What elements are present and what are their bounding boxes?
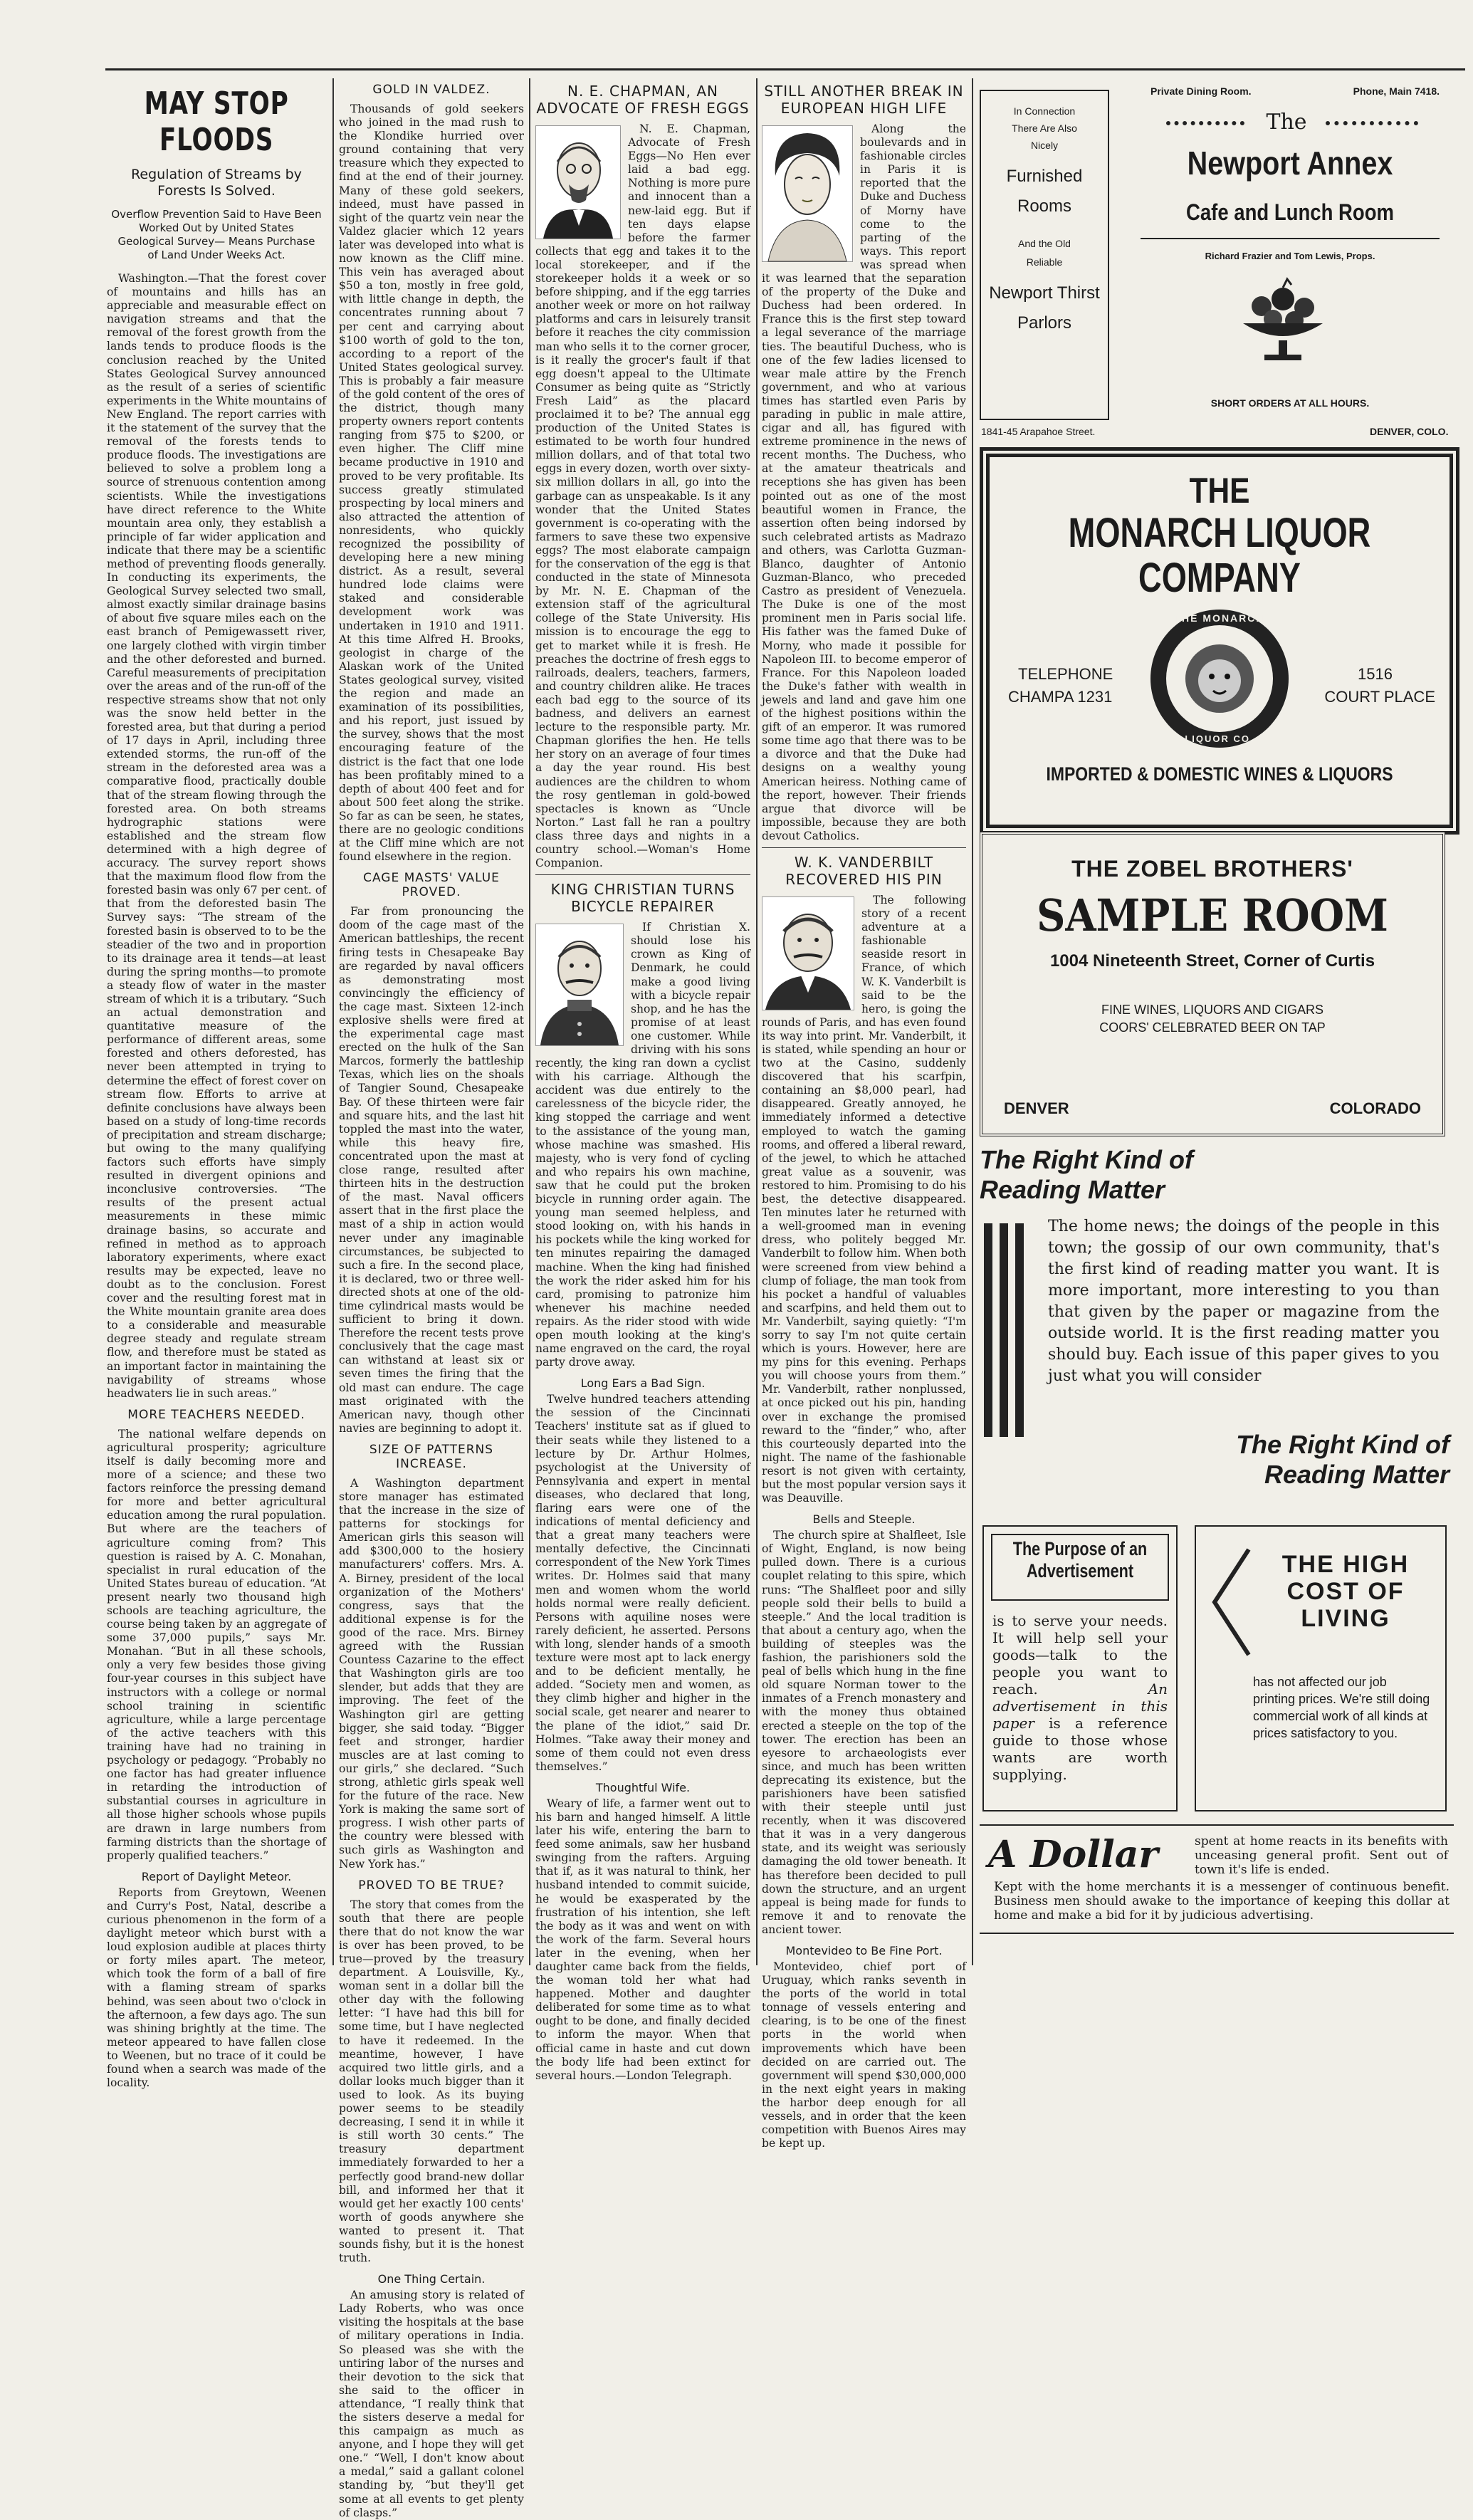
headline-still-another-break: STILL ANOTHER BREAK IN EUROPEAN HIGH LIFE xyxy=(764,83,964,117)
ad-monarch-liquor xyxy=(980,447,1459,835)
subhead-thoughtful-wife: Thoughtful Wife. xyxy=(595,1780,691,1794)
ad-purpose xyxy=(982,1525,1178,1811)
column-rule xyxy=(529,78,530,1965)
fruit-bowl-icon xyxy=(1233,278,1333,373)
seal-text: LIQUOR CO. xyxy=(1185,733,1254,744)
ad-line: Private Dining Room. xyxy=(1150,85,1252,97)
subhead-meteor: Report of Daylight Meteor. xyxy=(141,1869,292,1883)
bars-ornament xyxy=(984,1223,1027,1437)
article-body: Montevideo, chief port of Uruguay, which ranks seventh in the ports of the world in total tonnage of vessels entering and clearing, is to be one of the finest ports in the world when improvements which have been decided on are carried out. The government will spend $30,000,000 in the next eight years in making the harbor deep enough for all vessels, and in order that the keen competition with Buenos Aires may be kept up. xyxy=(762,1960,966,2150)
bracket-ornament xyxy=(1206,1545,1256,1662)
ad-zobel-brothers xyxy=(980,832,1445,1136)
article-body: N. E. Chapman, Advocate of Fresh Eggs—No Hen ever laid a bad egg. Nothing is more pure and innocent than a new-laid egg. But if ten days elapse before the farmer collects that egg and takes it to the local storekeeper, and if the storekeeper holds it a week or so before shipping, and if the egg tarries another week or more on hot railway platforms and cars in leisurely transit before it reaches the city commission man who sells it to the corner grocer, is it really the grocer's fault if that egg doesn't appeal to the Ultimate Consumer as being quite as “Strictly Fresh Laid” as the placard proclaimed it to be? The annual egg production of the United States is estimated to be worth four hundred million dollars, and of that total two eggs in every dozen, worth over sixty-six million dollars in all, go into the garbage can as unspeakable. Is it any wonder that the United States government is co-operating with the farmers to save these two expensive eggs? The most elaborate campaign for the conservation of the egg is that conducted in the state of Minnesota by Mr. N. E. Chapman of the extension staff of the agricultural college of the State University. His mission is to encourage the egg to get to market while it is fresh. He preaches the doctrine of fresh eggs to railroads, dealers, teachers, farmers, and country children alike. He traces each bad egg to the source of its badness, and delivers an earnest lecture to the responsible party. Mr. Chapman glorifies the hen. He tells her story on an average of four times a day the year round. His best audiences are the children to whom the rosy gentleman in gold-bowed spectacles is known as “Uncle Norton.” Last fall he ran a poultry class three days and nights in a country school.—Woman's Home Companion. xyxy=(535,122,750,870)
article-body: The story that comes from the south that there are people there that do not know the war is over has been proved, to be true—proved by the treasury department. A Louisville, Ky., woman sent in a dollar bill the other day with the following letter: “I have had this bill for some time, but I have neglected to have it redeemed. In the meantime, however, I have acquired two little girls, and a dollar looks much bigger than it used to look. As its buying power seems to be steadily decreasing, I send it in while it is still worth 30 cents.” The treasury department immediately forwarded to her a perfectly good brand-new dollar bill, and informed her that it would get her exactly 100 cents' worth of goods anywhere she wanted to present it. That sounds fishy, but it is the honest truth. xyxy=(339,1898,524,2265)
ad-body: has not affected our job printing prices. We're still doing commercial work of all kinds at prices satisfactory to you. xyxy=(1253,1675,1430,1740)
column-1 xyxy=(107,78,326,2090)
ad-line: COMPANY xyxy=(1138,555,1301,601)
ad-title xyxy=(1253,1551,1438,1632)
portrait-king-christian xyxy=(535,924,624,1046)
ad-furnished-rooms xyxy=(980,90,1109,420)
ad-line: THE xyxy=(1189,471,1250,511)
ornament-rule xyxy=(1326,121,1418,125)
ad-line: DENVER xyxy=(1004,1099,1069,1117)
article-body: Reports from Greytown, Weenen and Curry's Post, Natal, describe a curious phenomenon in the form of a daylight meteor which burst with a loud explosion audible at places thirty or forty miles apart. The meteor, which took the form of a ball of fire with a flaming stream of sparks behind, was seen about two o'clock in the afternoon, a few days ago. The sun was shining brightly at the time. The meteor appeared to have fallen close to Weenen, but no trace of it could be found when a search was made of the locality. xyxy=(107,1886,326,2090)
column-rule xyxy=(756,78,758,1965)
article-body: An amusing story is related of Lady Roberts, who was once visiting the hospitals at the base of military operations in India. So pleased was she with the untiring labor of the nurses and their devotion to the sick that she said to the officer in attendance, “I really think that the sisters deserve a medal for this campaign as much as anyone, and I hope they will get one.” “Well, I don't know about a medal,” said a gallant colonel standing by, “but they'll get some at all events to get plenty of clasps.” xyxy=(339,2289,524,2519)
subhead-patterns: SIZE OF PATTERNS INCREASE. xyxy=(369,1442,494,1471)
subhead-gold-in-valdez: GOLD IN VALDEZ. xyxy=(372,83,491,97)
ad-title xyxy=(1236,1430,1450,1490)
ad-line: IMPORTED & DOMESTIC WINES & LIQUORS xyxy=(1046,763,1393,785)
subhead-one-thing: One Thing Certain. xyxy=(377,2272,486,2286)
ad-line: TELEPHONE xyxy=(1018,665,1113,683)
ad-title-line: The Right Kind of xyxy=(1236,1430,1450,1459)
ad-line: There Are Also xyxy=(1012,122,1077,134)
ad-title: The Purpose of an xyxy=(1012,1538,1148,1559)
ad-line: Newport Annex xyxy=(1187,145,1393,182)
subhead-long-ears: Long Ears a Bad Sign. xyxy=(580,1376,706,1391)
ad-line: SAMPLE ROOM xyxy=(1037,889,1388,941)
column-3 xyxy=(535,78,750,2082)
ad-body: Kept with the home merchants it is a messenger of continuous benefit. Business men should awake to the importance of keeping this dollar at home and make a bid for it by judicious advertising. xyxy=(994,1880,1450,1923)
article-body: Weary of life, a farmer went out to his barn and hanged himself. A little later his wife, entering the barn to feed some animals, saw her husband swinging from the rafters. Arguing that if, as it was natural to think, her husband intended to commit suicide, he would be exasperated by the frustration of his intention, she left the body as it was and went on with the work of the farm. Several hours later in the evening, when her daughter came back from the fields, the woman told her what had happened. Mother and daughter deliberated for some time as to what ought to be done, and finally decided to inform the mayor. When that official came in haste and cut down the body life had been extinct for several hours.—London Telegraph. xyxy=(535,1797,750,2082)
subhead: Regulation of Streams by Forests Is Solved. xyxy=(131,167,302,199)
ad-line: SHORT ORDERS AT ALL HOURS. xyxy=(1210,397,1370,409)
article-body: Washington.—That the forest cover of mountains and hills has an appreciable and measurable effect on navigation streams and that the removal of the forest growth from the lands tends to produce floods is the conclusion reached by the United States Geological Survey announced as the result of a series of scientific experiments in the White mountains of New England. The report carries with it the statement of the survey that the removal of the forests tends to produce floods. The investigations are believed to solve a problem long a source of strenuous contention among scientists. While the investigations have direct reference to the White mountain area only, they establish a principle of far wider application and indicate that there may be a scientific method of preventing floods generally. In conducting its experiments, the Geological Survey selected two small, almost exactly similar drainage basins of about five square miles each on the east branch of Pemigewassett river, one largely clothed with virgin timber and the other deforested and burned. Careful measurements of precipitation over the areas and of the run-off of the respective streams show that not only was the snow held better in the forested area, but that during a period of 17 days in April, including three extended storms, the run-off of the stream in the deforested area was a comparative flood, practically double that of the stream flowing through the forested area. On both streams hydrographic stations were established and the stream flow determined with a high degree of accuracy. The survey report shows that the maximum flood flow from the forested basin was only 67 per cent. of that from the deforested basin The Survey says: “The stream of the forested basin is observed to to be the steadier of the two and in proportion to its drainage area it tends—at least during the spring months—to promote a steady flow of water in the master stream of which it is a tributary. “Such an actual demonstration and quantitative measure of the performance of different areas, some forested and others deforested, has never been attempted in trying to determine the effect of forest cover on stream flow. Efforts to arrive at definite conclusions have always been based on a study of long-time records of precipitation and stream discharge; but owing to the many qualifying factors such efforts have simply resulted in divergent opinions and inconclusive controversies. “The results of the present actual measurements in these mimic drainage basins, so accurate and refined in method as to approach laboratory experiments, where exact results may be expected, leave no doubt as to the conclusion. Forest cover and the resulting forest mat in the White mountain granite area does to a considerable and measurable degree steady and regulate stream flow, and therefore must be stated as an important factor in maintaining the navigability of streams whose headwaters lie in such areas.” xyxy=(107,272,326,1400)
ad-line: Rooms xyxy=(1017,197,1072,216)
ad-dollar xyxy=(980,1824,1454,1934)
ad-newport-annex xyxy=(1119,78,1440,449)
ad-body-text: is a reference guide to those whose wants are worth supplying. xyxy=(992,1715,1168,1783)
ad-rule xyxy=(1141,238,1440,239)
column-rule xyxy=(972,78,973,1965)
ad-line: COURT PLACE xyxy=(1324,688,1435,706)
ad-line: Reliable xyxy=(1026,256,1063,268)
article-body: The national welfare depends on agricultural prosperity; agriculture itself is daily becoming more and more of a science; and these two factors reinforce the pressing demand for more and better agricultural education among the rural population. But where are the teachers of agriculture coming from? This question is raised by A. C. Monahan, specialist in rural education of the United States bureau of education. “At present nearly two thousand high schools are teaching agriculture, the course being taken by an aggregate of some 37,000 pupils,” says Mr. Monahan. “But in all these schools, only a very few besides those giving four-year courses in this subject have instructors with a college or normal school training in scientific agriculture, while a large percentage of the active teachers with this training have had no training in psychology or pedagogy. “Probably no one factor has had greater influence in retarding the introduction of substantial courses in agriculture in all those higher schools whose pupils are drawn in large numbers from farming districts than the shortage of properly qualified teachers.” xyxy=(107,1427,326,1862)
ad-body xyxy=(992,1612,1168,1783)
ad-line: Newport Thirst xyxy=(989,283,1100,303)
ad-line: FINE WINES, LIQUORS AND CIGARS xyxy=(1101,1003,1324,1017)
ad-reading-matter xyxy=(980,1145,1457,1501)
ad-line: DENVER, COLO. xyxy=(1370,426,1449,437)
headline-king-christian: KING CHRISTIAN TURNS BICYCLE REPAIRER xyxy=(550,881,735,916)
seal-text: THE MONARCH xyxy=(1174,612,1265,624)
ad-title-line: THE HIGH xyxy=(1281,1551,1410,1578)
ad-line: The xyxy=(1266,110,1307,135)
article-body: The following story of a recent adventure at a fashionable seaside resort in France, of which W. K. Vanderbilt is said to be the hero, is going the rounds of Paris, and has even found its way into print. Mr. Vanderbilt, it is stated, while spending an hour or two at the Casino, suddenly discovered that his scarfpin, containing an $8,000 pearl, had disappeared. Greatly annoyed, he immediately informed a detective employed to watch the gaming rooms, and offered a liberal reward, of the jewel, to which he attached great value as a souvenir, was restored to him. Promising to do his best, the detective disappeared. Ten minutes later he returned with a well-groomed man in evening dress, who politely begged Mr. Vanderbilt to follow him. When both were screened from view behind a clump of foliage, the man took from his pocket a handful of valuables and scarfpins, and held them out to Mr. Vanderbilt, saying quietly: “I'm sorry to say I'm not quite certain which is yours. However, here are my pins for this evening. Perhaps you will choose yours from them.” Mr. Vanderbilt, rather nonplussed, at once picked out his pin, handing over in exchange the promised reward to the “finder,” who, after this courteously departed into the night. The name of the fashionable resort is not given with certainty, but the most popular version says it was Deauville. xyxy=(762,893,966,1505)
ad-title-line: Reading Matter xyxy=(1264,1460,1450,1489)
ad-body: The home news; the doings of the people in this town; the gossip of our own community, that's the first kind of reading matter you want. It is more important, more interesting to you than that given by the paper or magazine from the outside world. It is the first reading matter you should buy. Each issue of this paper gives to you just what you will consider xyxy=(1048,1218,1440,1385)
ad-line: 1516 xyxy=(1358,665,1393,683)
ad-title: A Dollar xyxy=(988,1833,1158,1876)
ad-body-emphasis: An advertisement in this paper xyxy=(992,1680,1168,1732)
portrait-chapman xyxy=(535,125,621,239)
ad-line: Parlors xyxy=(1017,313,1072,333)
ad-line: MONARCH LIQUOR xyxy=(1068,510,1371,556)
subhead-more-teachers: MORE TEACHERS NEEDED. xyxy=(127,1407,305,1422)
column-4 xyxy=(762,78,966,2150)
ad-address: 1841-45 Arapahoe Street. xyxy=(981,426,1096,437)
ad-line: CHAMPA 1231 xyxy=(1008,688,1113,706)
ad-body: spent at home reacts in its benefits with unceasing general profit. Sent out of town it's life is ended. xyxy=(1195,1834,1448,1877)
portrait-vanderbilt xyxy=(762,896,854,1010)
ad-title: Reading Matter xyxy=(980,1175,1165,1204)
portrait-duchess xyxy=(762,125,853,262)
ad-line: In Connection xyxy=(1013,105,1076,117)
article-body: Far from pronouncing the doom of the cage mast of the American battleships, the recent firing tests in Chesapeake Bay are regarded by naval officers as demonstrating most convincingly the efficiency of the cage mast. Sixteen 12-inch explosive shells were fired at the experimental cage mast erected on the hulk of the San Marcos, formerly the battleship Texas, which lies on the shoals of Tangier Sound, Chesapeake Bay. Of these thirteen were fair and square hits, and the last hit toppled the mast into the water, while this heavy fire, concentrated upon the mast at close range, resulted after thirteen hits in the destruction of the mast. Naval officers assert that in the first place the mast of a ship in action would never under any imaginable circumstances, be subjected to such a fire. In the second place, it is declared, two or three well-directed shots at one of the old-time cylindrical masts would be sufficient to bring it down. Therefore the recent tests prove conclusively that the cage mast can withstand at least six or seven times the firing that the old mast can endure. The cage mast originated with the American navy, though other navies are beginning to adopt it. xyxy=(339,905,524,1435)
ad-title-line: LIVING xyxy=(1301,1605,1390,1632)
subhead-bells-steeple: Bells and Steeple. xyxy=(812,1512,916,1527)
subhead-cage-masts: CAGE MASTS' VALUE PROVED. xyxy=(363,871,500,900)
top-rule xyxy=(105,68,1465,70)
ad-line: 1004 Nineteenth Street, Corner of Curtis xyxy=(1049,951,1375,971)
ad-line: Cafe and Lunch Room xyxy=(1185,199,1395,225)
lion-icon xyxy=(1166,625,1273,732)
headline-chapman: N. E. CHAPMAN, AN ADVOCATE OF FRESH EGGS xyxy=(536,83,750,117)
article-body: A Washington department store manager has estimated that the increase in the size of patterns for stockings for American girls this season will add $300,000 to the hosiery manufacturers' coffers. Mrs. A. A. Birney, president of the local organization of the Mothers' congress, says that the additional expense is for the good of the race. Mrs. Birney agreed with the Russian Countess Cazarine to the effect that Washington girls are too slender, but adds that they are improving. The feet of the Washington girl are getting bigger, she said today. “Bigger feet and stronger, hardier muscles are at last coming to our girls,” she declared. “Such strong, athletic girls speak well for the future of the race. New York is making the same sort of progress. I wish other parts of the country were blessed with such girls as Washington and New York has.” xyxy=(339,1476,524,1871)
ad-line: And the Old xyxy=(1018,238,1071,249)
ad-high-cost xyxy=(1195,1525,1447,1811)
ad-body-text: is to serve your needs. It will help sell your goods—talk to the people you want to reach. xyxy=(992,1612,1168,1698)
ad-line: Furnished xyxy=(1006,167,1083,186)
ad-line: COLORADO xyxy=(1329,1099,1421,1117)
ad-line: COORS' CELEBRATED BEER ON TAP xyxy=(1099,1020,1326,1035)
article-body: If Christian X. should lose his crown as King of Denmark, he could make a good living with a bicycle repair shop, and he has the promise of at least one customer. While driving with his sons recently, the king ran down a cyclist with his carriage. Although the accident was due entirely to the carelessness of the bicycle rider, the king stopped the carriage and went to the assistance of the young man, whose machine was smashed. His majesty, who is very fond of cycling and who repairs his own machine, saw that he could put the broken bicycle in running order again. The young man seemed helpless, and stood looking on, with his hands in his pockets while the king worked for ten minutes repairing the damaged machine. When the king had finished the work the rider asked him for his card, promising to patronize him whenever his machine needed repairs. As the rider stood with wide open mouth looking at the king's name engraved on the card, the royal party drove away. xyxy=(535,921,750,1369)
column-2 xyxy=(339,78,524,2519)
deck: Overflow Prevention Said to Have Been Worked Out by United States Geological Survey— Means Purchase of Land Under Weeks Act. xyxy=(111,208,322,261)
ad-line: Phone, Main 7418. xyxy=(1353,85,1440,97)
ad-line: THE ZOBEL BROTHERS' xyxy=(1071,856,1353,882)
ad-title: Advertisement xyxy=(1026,1560,1134,1581)
ad-title-line: COST OF xyxy=(1286,1578,1405,1605)
monarch-seal xyxy=(1150,610,1289,748)
article-body: Along the boulevards and in fashionable circles in Paris it is reported that the Duke and Duchess of Morny have come to the parting of the ways. This report was spread when it was learned that the separation of the property of the Duke and Duchess had been ordered. In France this is the first step toward a legal severance of the marriage ties. The beautiful Duchess, who is one of the few ladies licensed to wear male attire by the French government, and who at various times has startled even Paris by parading in public in male attire, cigar and all, has figured with extreme prominence in the news of recent months. The Duchess, who at the amateur theatricals and receptions she has given has been pointed out as one of the most beautiful women in France, the assertion often being indorsed by such celebrated artists as Madrazo and others, was Carlotta Guzman-Blanco, daughter of Antonio Guzman-Blanco, who preceded Castro as president of Venezuela. The Duke is one of the most prominent men in Paris social life. His father was the famed Duke of Morny, who made it possible for Napoleon III. to become emperor of France. For this Napoleon loaded the Duke's father with wealth in jewels and land and gave him one of the highest positions within the gift of an emperor. It was rumored some time ago that there was to be a divorce and that the Duke had designs on a wealthy young American heiress. Nothing came of the report, however. Their friends argue that divorce will be impossible, because they are both devout Catholics. xyxy=(762,122,966,842)
ad-title: The Right Kind of xyxy=(980,1145,1193,1174)
ad-line: Richard Frazier and Tom Lewis, Props. xyxy=(1205,251,1375,261)
article-body: Thousands of gold seekers who joined in the mad rush to the Klondike hurried over ground containing that very treasure which they expected to find at the end of their journey. Many of these gold seekers, indeed, must have passed in sight of the quartz vein near the Valdez glacier which 12 years later was developed into what is now known as the Cliff mine. This vein has averaged about $50 a ton, mostly in free gold, with little change in depth, the concentrates running about 7 per cent and carrying about $100 worth of gold to the ton, according to a report of the United States geological survey. This is probably a fair measure of the gold content of the ores of the district, though many property owners report contents ranging from $75 to $200, or even higher. The Cliff mine became productive in 1910 and proved to be very profitable. Its success greatly stimulated prospecting by local miners and also attracted the attention of nonresidents, who quickly recognized the possibility of developing here a new mining district. As a result, several hundred lode claims were staked and considerable development work was undertaken in 1910 and 1911. At this time Alfred H. Brooks, geologist in charge of the Alaskan work of the United States geological survey, visited the region and made an examination of its possibilities, and his report, just issued by the survey, shows that the most encouraging feature of the district is the fact that one lode has been profitably mined to a depth of about 400 feet and for about 500 feet along the strike. So far as can be seen, he states, there are no geologic conditions at the Cliff mine which are not found elsewhere in the region. xyxy=(339,103,524,864)
ornament-rule xyxy=(1166,121,1244,125)
headline-may-stop-floods: MAY STOP FLOODS xyxy=(144,85,289,158)
ad-line: Nicely xyxy=(1030,140,1059,151)
headline-vanderbilt: W. K. VANDERBILT RECOVERED HIS PIN xyxy=(785,853,943,888)
subhead-montevideo: Montevideo to Be Fine Port. xyxy=(785,1944,943,1957)
article-body: Twelve hundred teachers attending the session of the Cincinnati Teachers' institute sat as if glued to their seats while they listened to a lecture by Dr. Arthur Holmes, psychologist at the University of Pennsylvania and expert in mental diseases, who declared that long, flaring ears were one of the indications of mental deficiency and that a great many teachers were mentally defective, the Cincinnati correspondent of the New York Times writes. Dr. Holmes said that many men and women whom the world holds normal were really deficient. Persons with aquiline noses were rarely deficient, he asserted. Persons with long, slender hands of a smooth texture were most apt to lack energy and to be deficient mentally, he added. “Society men and women, as they climb higher and higher in the social scale, get nearer and nearer to the plane of the idiot,” said Dr. Holmes. “Take away their money and some of them could not even dress themselves.” xyxy=(535,1393,750,1773)
subhead-proved-true: PROVED TO BE TRUE? xyxy=(358,1878,505,1893)
article-body: The church spire at Shalfleet, Isle of Wight, England, is now being pulled down. There is a curious couplet relating to this spire, which runs: “The Shalfleet poor and silly people sold their bells to build a steeple.” And the local tradition is that about a century ago, when the building of steeples was the fashion, the parishioners sold the peal of bells which hung in the fine old square Norman tower to the inmates of a French monastery and with the money thus obtained erected a steeple on the top of the tower. The erection has been an eyesore to archaeologists ever since, and much has been written deprecating its existence, but the parishioners have been satisfied with their steeple until just recently, when it was discovered that it was in a very dangerous state, and its weight was seriously damaging the old tower beneath. It has therefore been decided to pull down the structure, and an urgent appeal is being made for funds to remove it and to renovate the ancient tower. xyxy=(762,1529,966,1936)
column-rule xyxy=(332,78,334,1965)
